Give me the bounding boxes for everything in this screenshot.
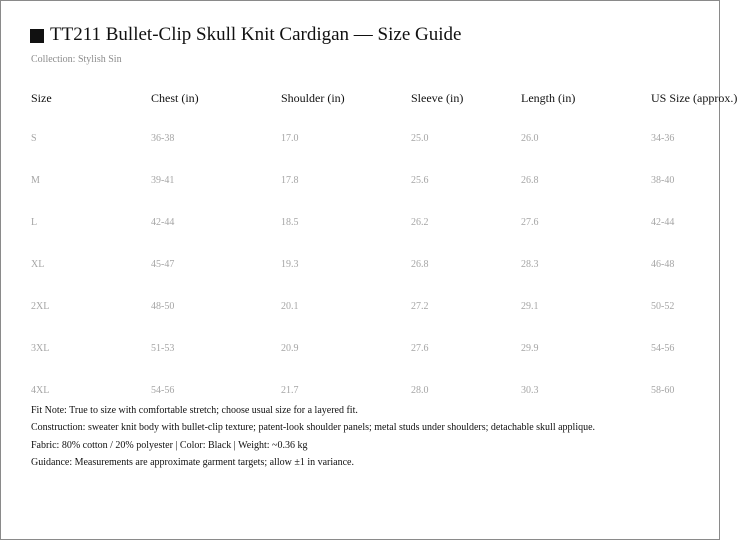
cell-size: 4XL: [31, 385, 50, 396]
cell-length: 26.8: [521, 175, 539, 186]
cell-chest: 36-38: [151, 133, 175, 144]
cell-sleeve: 26.2: [411, 217, 429, 228]
cell-sleeve: 27.6: [411, 343, 429, 354]
cell-sleeve: 25.0: [411, 133, 429, 144]
page-title: [30, 23, 461, 47]
cell-shoulder: 17.0: [281, 133, 299, 144]
table-row: [31, 133, 731, 175]
cell-chest: 54-56: [151, 385, 175, 396]
cell-shoulder: 18.5: [281, 217, 299, 228]
table-body: [31, 133, 731, 427]
cell-size: M: [31, 175, 40, 186]
cell-us-size: 46-48: [651, 259, 675, 270]
cell-us-size: 42-44: [651, 217, 675, 228]
cell-length: 27.6: [521, 217, 539, 228]
size-table: [31, 90, 737, 396]
cell-us-size: 54-56: [651, 343, 675, 354]
notes-section: [31, 402, 595, 472]
cell-shoulder: 21.7: [281, 385, 299, 396]
cell-shoulder: 20.9: [281, 343, 299, 354]
column-header-size: Size: [31, 91, 52, 105]
collection-label: Collection: Stylish Sin: [31, 54, 122, 65]
table-header-row: [31, 90, 737, 106]
column-header-sleeve: Sleeve (in): [411, 91, 464, 105]
construction-note: Construction: sweater knit body with bullet-clip texture; patent-look shoulder panels; metal studs under shoulders; detachable skull applique.: [31, 422, 596, 434]
cell-sleeve: 26.8: [411, 259, 429, 270]
cell-us-size: 50-52: [651, 301, 675, 312]
table-row: [31, 259, 731, 301]
fit-note: Fit Note: True to size with comfortable stretch; choose usual size for a layered fit.: [31, 405, 358, 416]
cell-size: S: [31, 133, 37, 144]
table-row: [31, 343, 731, 385]
cell-length: 30.3: [521, 385, 539, 396]
column-header-us-size: US Size (approx.): [651, 91, 737, 105]
column-header-chest: Chest (in): [151, 91, 199, 105]
cell-shoulder: 20.1: [281, 301, 299, 312]
cell-length: 26.0: [521, 133, 539, 144]
cell-shoulder: 17.8: [281, 175, 299, 186]
cell-size: XL: [31, 259, 45, 270]
cell-size: 3XL: [31, 343, 50, 354]
column-header-length: Length (in): [521, 91, 576, 105]
cell-length: 29.1: [521, 301, 539, 312]
table-row: [31, 175, 731, 217]
cell-chest: 51-53: [151, 343, 175, 354]
cell-shoulder: 19.3: [281, 259, 299, 270]
cell-us-size: 34-36: [651, 133, 675, 144]
fabric-note: Fabric: 80% cotton / 20% polyester | Color: Black | Weight: ~0.36 kg: [31, 439, 308, 451]
table-row: [31, 217, 731, 259]
column-header-shoulder: Shoulder (in): [281, 91, 345, 105]
cell-us-size: 38-40: [651, 175, 675, 186]
cell-size: L: [31, 217, 38, 228]
cell-sleeve: 25.6: [411, 175, 429, 186]
cell-chest: 48-50: [151, 301, 175, 312]
cell-chest: 39-41: [151, 175, 175, 186]
table-row: [31, 301, 731, 343]
guidance-note: Guidance: Measurements are approximate garment targets; allow ±1 in variance.: [31, 457, 354, 469]
cell-chest: 42-44: [151, 217, 175, 228]
cell-sleeve: 28.0: [411, 385, 429, 396]
cell-size: 2XL: [31, 301, 50, 312]
cell-chest: 45-47: [151, 259, 175, 270]
cell-sleeve: 27.2: [411, 301, 429, 312]
black-square-icon: [30, 29, 44, 43]
cell-length: 29.9: [521, 343, 539, 354]
cell-us-size: 58-60: [651, 385, 675, 396]
cell-length: 28.3: [521, 259, 539, 270]
page-title-text: TT211 Bullet-Clip Skull Knit Cardigan — Size Guide: [50, 24, 462, 45]
